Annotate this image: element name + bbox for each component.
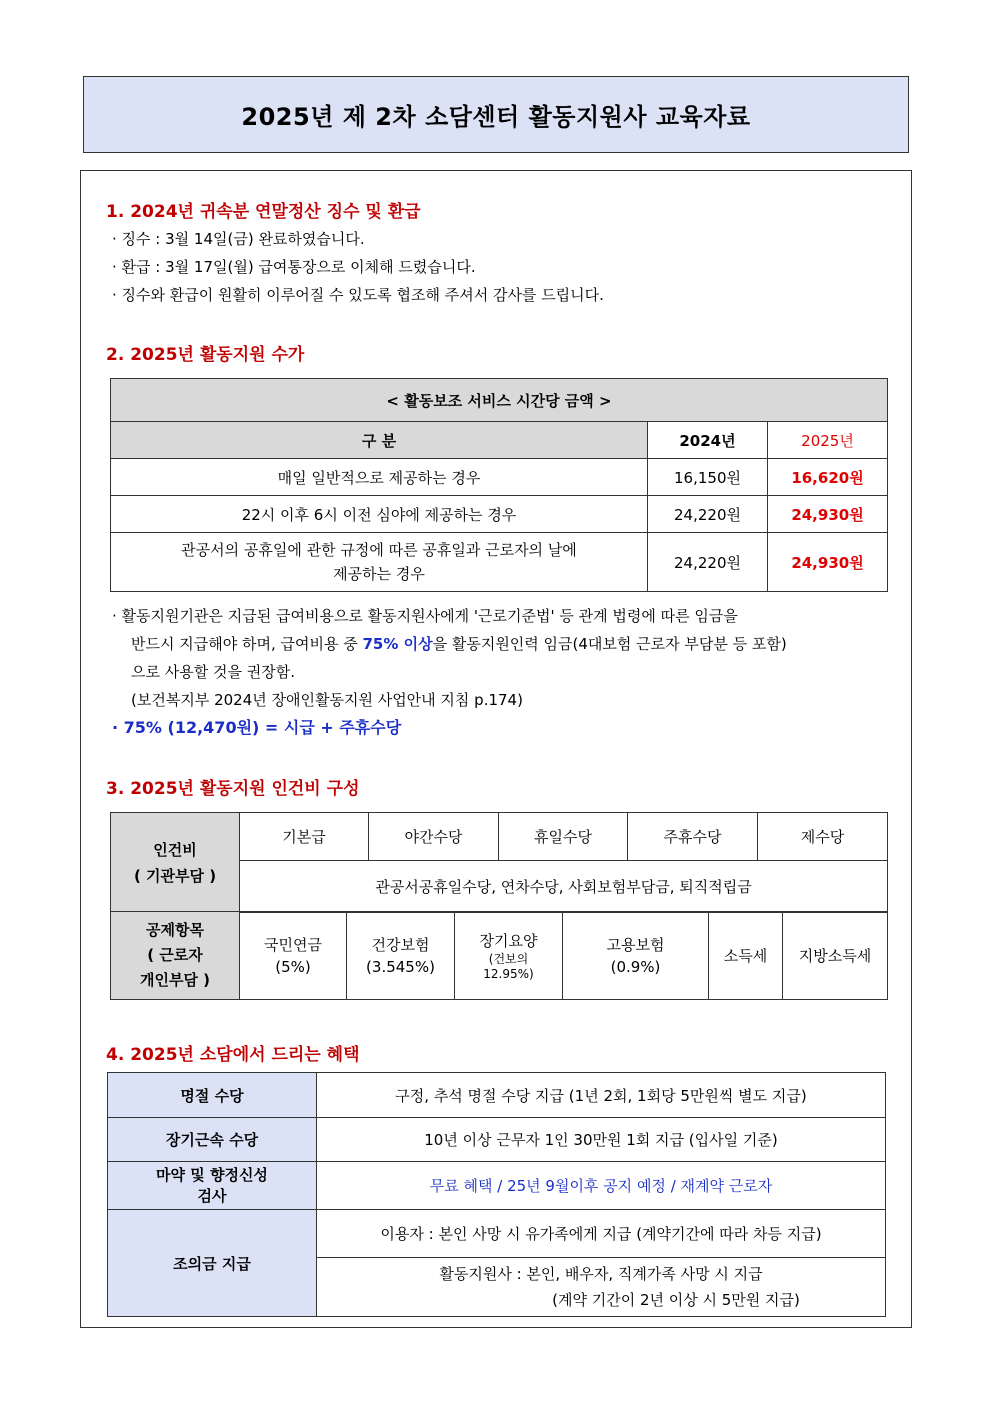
fee-row-1-label: 매일 일반적으로 제공하는 경우 <box>111 459 648 496</box>
cost-table <box>110 812 888 913</box>
fee-row-1-2025: 16,620원 <box>768 459 888 496</box>
deduction-income-tax: 소득세 <box>709 912 783 1000</box>
deduction-rate-line-2: 12.95%) <box>483 966 534 981</box>
deduction-health-insurance <box>347 912 455 1000</box>
benefit-long-service-value: 10년 이상 근무자 1인 30만원 1회 지급 (입사일 기준) <box>317 1118 886 1162</box>
deduction-rate-line-1: (건보의 <box>488 951 529 966</box>
cost-item-base-pay: 기본급 <box>240 813 369 861</box>
cost-item-night-pay: 야간수당 <box>369 813 499 861</box>
benefit-holiday-label: 명절 수당 <box>108 1073 317 1118</box>
wage-formula: · 75% (12,470원) = 시급 + 주휴수당 <box>112 718 402 737</box>
table-row <box>111 496 888 533</box>
fee-header-category: 구 분 <box>111 422 648 459</box>
deduction-national-pension <box>240 912 347 1000</box>
fee-row-3-label-line-1: 관공서의 공휴일에 관한 규정에 따른 공휴일과 근로자의 날에 <box>181 541 577 559</box>
table-row <box>111 459 888 496</box>
deduction-local-income-tax: 지방소득세 <box>783 912 888 1000</box>
benefit-drug-test-label-line-2: 검사 <box>197 1186 227 1205</box>
wage-note-line-2 <box>112 630 892 658</box>
benefit-drug-test-label <box>108 1162 317 1210</box>
deduction-rate: (3.545%) <box>366 957 435 976</box>
cost-extra-items: 관공서공휴일수당, 연차수당, 사회보험부담금, 퇴직적립금 <box>240 861 888 913</box>
deduction-long-term-care <box>455 912 563 1000</box>
s1-line-3: · 징수와 환급이 원활히 이루어질 수 있도록 협조해 주셔서 감사를 드립니다. <box>112 286 604 304</box>
cost-item-holiday-pay: 휴일수당 <box>499 813 628 861</box>
section-4-heading: 4. 2025년 소담에서 드리는 혜택 <box>106 1045 360 1065</box>
wage-note-2a: 반드시 지급해야 하며, 급여비용 중 <box>131 635 363 653</box>
fee-row-1-2024: 16,150원 <box>648 459 768 496</box>
fee-table-title: < 활동보조 서비스 시간당 금액 > <box>111 379 888 422</box>
deduction-name: 고용보험 <box>606 935 665 954</box>
deduction-name: 국민연금 <box>264 935 322 954</box>
deduction-table <box>110 911 888 1000</box>
wage-note-line-1: · 활동지원기관은 지급된 급여비용으로 활동지원사에게 '근로기준법' 등 관계 법령에 따른 임금을 <box>112 607 738 625</box>
fee-row-3-label <box>111 533 648 592</box>
document-title: 2025년 제 2차 소담센터 활동지원사 교육자료 <box>83 76 909 153</box>
section-2-heading: 2. 2025년 활동지원 수가 <box>106 345 305 365</box>
cost-item-other-pay: 제수당 <box>758 813 888 861</box>
cost-label-line-1: 인건비 <box>153 840 197 859</box>
benefit-holiday-value: 구정, 추석 명절 수당 지급 (1년 2회, 1회당 5만원씩 별도 지급) <box>317 1073 886 1118</box>
deduction-label-line-2: ( 근로자 <box>147 946 203 964</box>
fee-header-2024: 2024년 <box>648 422 768 459</box>
fee-table <box>110 378 888 592</box>
table-row <box>108 1210 886 1258</box>
wage-note-line-3: 으로 사용할 것을 권장함. <box>131 663 295 681</box>
wage-note-75-percent: 75% 이상 <box>362 635 433 653</box>
benefit-condolence-worker <box>317 1258 886 1317</box>
deduction-name: 건강보험 <box>371 935 430 954</box>
benefit-drug-test-value: 무료 혜택 / 25년 9월이후 공지 예정 / 재계약 근로자 <box>317 1162 886 1210</box>
cost-label-line-2: ( 기관부담 ) <box>133 866 217 885</box>
cost-label <box>111 813 240 913</box>
wage-note <box>112 602 892 742</box>
fee-row-2-label: 22시 이후 6시 이전 심야에 제공하는 경우 <box>111 496 648 533</box>
deduction-name: 장기요양 <box>479 931 538 950</box>
cost-item-weekly-pay: 주휴수당 <box>628 813 758 861</box>
table-row <box>108 1073 886 1118</box>
fee-row-2-2024: 24,220원 <box>648 496 768 533</box>
s1-line-2: · 환급 : 3월 17일(월) 급여통장으로 이체해 드렸습니다. <box>112 258 476 276</box>
table-row <box>108 1162 886 1210</box>
section-3-heading: 3. 2025년 활동지원 인건비 구성 <box>106 779 360 799</box>
fee-row-3-2025: 24,930원 <box>768 533 888 592</box>
s1-line-1: · 징수 : 3월 14일(금) 완료하였습니다. <box>112 230 365 248</box>
benefit-table <box>107 1072 886 1317</box>
fee-row-3-2024: 24,220원 <box>648 533 768 592</box>
deduction-label <box>111 912 240 1000</box>
benefit-drug-test-label-line-1: 마약 및 향정신성 <box>156 1165 268 1184</box>
benefit-condolence-user: 이용자 : 본인 사망 시 유가족에게 지급 (계약기간에 따라 차등 지급) <box>317 1210 886 1258</box>
wage-note-line-4: (보건복지부 2024년 장애인활동지원 사업안내 지침 p.174) <box>131 691 523 709</box>
table-row <box>111 533 888 592</box>
benefit-condolence-worker-line-1: 활동지원사 : 본인, 배우자, 직계가족 사망 시 지급 <box>439 1265 763 1283</box>
deduction-label-line-1: 공제항목 <box>146 921 204 939</box>
benefit-condolence-worker-line-2: (계약 기간이 2년 이상 시 5만원 지급) <box>552 1291 800 1309</box>
fee-row-2-2025: 24,930원 <box>768 496 888 533</box>
benefit-long-service-label: 장기근속 수당 <box>108 1118 317 1162</box>
wage-note-2c: 을 활동지원인력 임금(4대보험 근로자 부담분 등 포함) <box>432 635 787 653</box>
deduction-rate: (0.9%) <box>610 957 661 976</box>
table-row <box>108 1118 886 1162</box>
fee-header-2025: 2025년 <box>768 422 888 459</box>
deduction-rate: (5%) <box>275 957 311 976</box>
deduction-label-line-3: 개인부담 ) <box>139 971 211 989</box>
deduction-employment-insurance <box>563 912 709 1000</box>
section-1-heading: 1. 2024년 귀속분 연말정산 징수 및 환급 <box>106 202 421 222</box>
benefit-condolence-label: 조의금 지급 <box>108 1210 317 1317</box>
fee-row-3-label-line-2: 제공하는 경우 <box>333 565 425 583</box>
